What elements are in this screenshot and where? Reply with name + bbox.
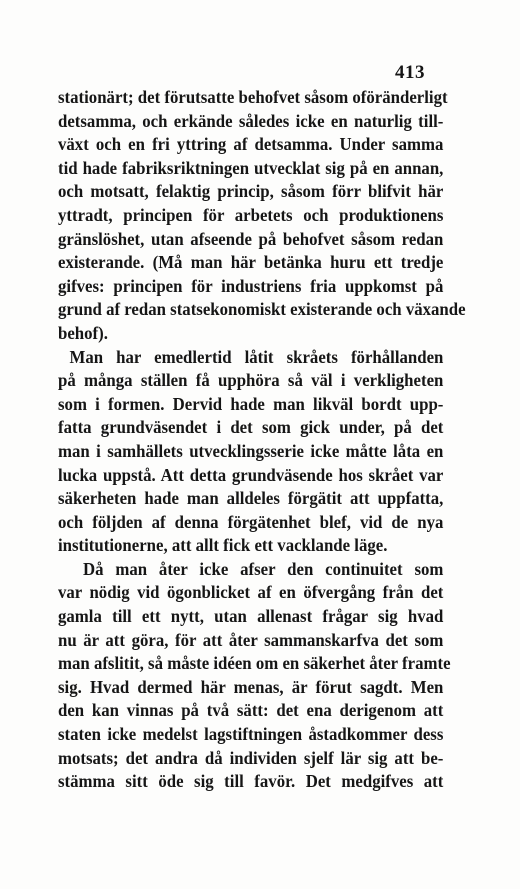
text-line: lucka uppstå. Att detta grundväsende hos skrået var (58, 464, 444, 485)
text-line: Då man åter icke afser den continuitet som (82, 558, 444, 579)
text-line: och följden af denna förgätenhet blef, vid de nya (58, 511, 444, 532)
text-line: motsats; det andra då individen sjelf lär sig att be- (58, 747, 444, 768)
text-line: yttradt, principen för arbetets och produktionens (58, 204, 444, 225)
text-line: som i formen. Dervid hade man likväl bordt upp- (58, 393, 444, 414)
text-line: detsamma, och erkände således icke en naturlig till- (58, 110, 444, 131)
text-line: stämma sitt öde sig till favör. Det medgifves att (58, 771, 444, 792)
text-line: sig. Hvad dermed här menas, är förut sagdt. Men (58, 676, 444, 697)
text-line: tid hade fabriksriktningen utvecklat sig på en annan, (58, 157, 444, 178)
text-line: fatta grundväsendet i det som gick under, på det (58, 417, 444, 438)
text-line: staten icke medelst lagstiftningen åstadkommer dess (58, 724, 444, 745)
text-line: behof). (58, 322, 108, 343)
text-line: gifves: principen för industriens fria uppkomst på (58, 275, 444, 296)
text-line: nu är att göra, för att åter sammanskarfva det som (58, 629, 444, 650)
text-line: den kan vinnas på två sätt: det ena derigenom att (58, 700, 444, 721)
text-line: gränslöshet, utan afseende på behofvet såsom redan (58, 228, 444, 249)
text-line: grund af redan statsekonomiskt existerande och växande (58, 299, 466, 320)
text-line: institutionerne, att allt fick ett vacklande läge. (58, 535, 388, 556)
text-line: Man har emedlertid låtit skråets förhållanden (69, 346, 444, 367)
text-line: gamla till ett nytt, utan allenast frågar sig hvad (58, 606, 444, 627)
text-line: var nödig vid ögonblicket af en öfvergång från det (58, 582, 444, 603)
text-line: man afslitit, så måste idéen om en säkerhet åter framte (58, 653, 451, 674)
text-line: säkerheten hade man alldeles förgätit att uppfatta, (58, 488, 444, 509)
text-line: existerande. (Må man här betänka huru ett tredje (58, 252, 444, 273)
text-line: växt och en fri yttring af detsamma. Under samma (58, 134, 444, 155)
text-line: och motsatt, felaktig princip, såsom förr blifvit här (58, 181, 444, 202)
body-text (58, 86, 466, 794)
page-number: 413 (395, 62, 425, 83)
text-line: stationärt; det förutsatte behofvet såsom oföränderligt (58, 87, 448, 107)
text-line: på många ställen få upphöra så väl i verkligheten (58, 370, 444, 391)
text-line: man i samhällets utvecklingsserie icke måtte låta en (58, 440, 444, 461)
